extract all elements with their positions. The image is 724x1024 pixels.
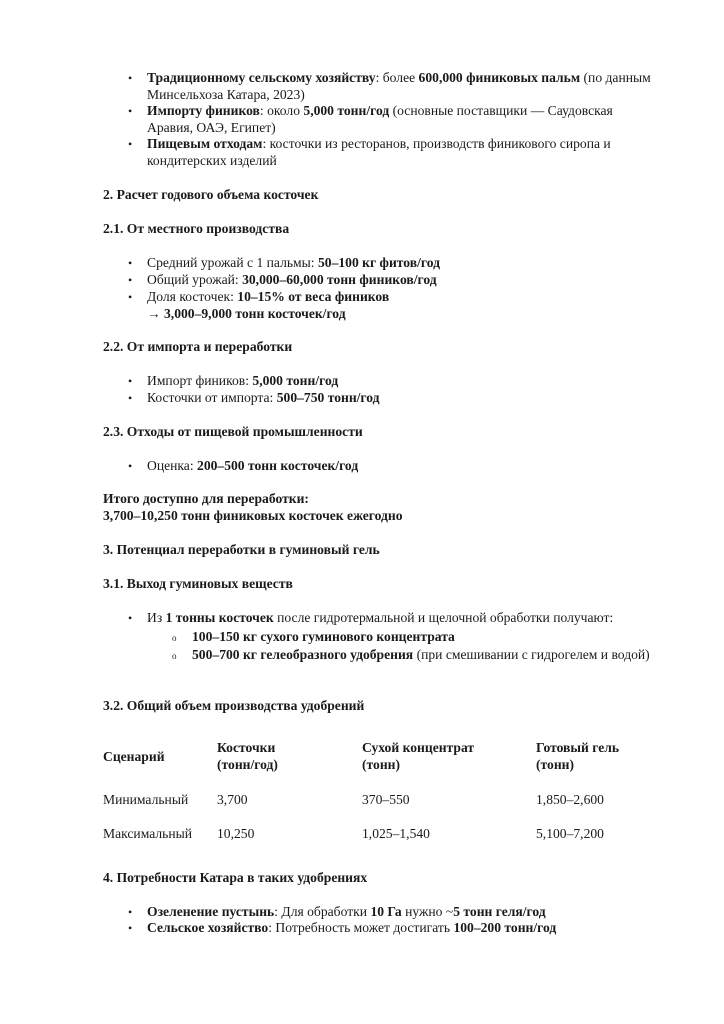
subsection-heading: 2.3. Отходы от пищевой промышленности (103, 424, 363, 439)
bold-text: 3,000–9,000 тонн косточек/год (164, 305, 346, 321)
text: : более (375, 70, 419, 85)
list-item (147, 70, 662, 103)
list-item (147, 920, 662, 937)
bold-text: Импорту фиников (147, 103, 260, 118)
section-heading: 2. Расчет годового объема косточек (103, 187, 319, 202)
subsection-heading: 3.2. Общий объем производства удобрений (103, 698, 365, 713)
text: Общий урожай: (147, 272, 243, 287)
table-cell: 1,025–1,540 (362, 826, 430, 841)
section-heading: 4. Потребности Катара в таких удобрениях (103, 870, 368, 885)
list-item (147, 272, 662, 289)
text: → (147, 305, 161, 321)
text: после гидротермальной и щелочной обработки получают: (273, 610, 614, 625)
total-label: Итого доступно для переработки: (103, 491, 309, 506)
table-cell: 5,100–7,200 (536, 826, 604, 841)
table-cell: 1,850–2,600 (536, 792, 604, 807)
list-item (147, 136, 662, 169)
list-item (147, 289, 662, 322)
text: : Потребность может достигать (268, 920, 454, 935)
sub-list-item (192, 647, 662, 664)
text: нужно ~ (401, 904, 454, 919)
table-cell: 370–550 (362, 792, 410, 807)
list-item (147, 103, 662, 136)
section-heading: 3. Потенциал переработки в гуминовый гель (103, 542, 380, 557)
bold-text: Традиционному сельскому хозяйству (147, 70, 376, 85)
bold-text: 50–100 кг фитов/год (317, 255, 440, 270)
bold-text: 200–500 тонн косточек/год (197, 458, 359, 473)
bold-text: 5,000 тонн/год (252, 373, 339, 388)
table-header: Сценарий (103, 749, 165, 764)
subsection-heading: 2.2. От импорта и переработки (103, 339, 293, 354)
text: Доля косточек: (147, 289, 238, 304)
bold-text: 5 тонн геля/год (453, 904, 546, 919)
table-cell: 10,250 (217, 826, 255, 841)
table-cell: 3,700 (217, 792, 248, 807)
table-header: Сухой концентрат (тонн) (362, 740, 475, 772)
list-item (147, 458, 662, 475)
text: Косточки от импорта: (147, 390, 277, 405)
text: (по данным Минсельхоза Катара, 2023) (147, 70, 651, 102)
text: Из (147, 610, 166, 625)
list-item (147, 255, 662, 272)
table-cell: Минимальный (103, 792, 189, 807)
bold-text: 500–750 тонн/год (276, 390, 380, 405)
bold-text: 500–700 кг гелеобразного удобрения (192, 647, 414, 662)
bold-text: Сельское хозяйство (147, 920, 269, 935)
text: (при смешивании с гидрогелем и водой) (413, 647, 650, 662)
table-header: Косточки (тонн/год) (217, 740, 278, 772)
text: : косточки из ресторанов, производств финикового сиропа и кондитерских изделий (147, 136, 611, 168)
bold-text: 100–200 тонн/год (453, 920, 557, 935)
total-value: 3,700–10,250 тонн финиковых косточек ежегодно (103, 508, 403, 523)
bold-text: 10 Га (370, 904, 402, 919)
table-cell: Максимальный (103, 826, 193, 841)
bold-text: 30,000–60,000 тонн фиников/год (242, 272, 437, 287)
list-item (147, 390, 662, 407)
bold-text: Пищевым отходам (147, 136, 263, 151)
bold-text: 1 тонны косточек (165, 610, 274, 625)
bold-text: 5,000 тонн/год (303, 103, 390, 118)
table-header: Готовый гель (тонн) (536, 740, 620, 772)
bold-text: 600,000 финиковых пальм (418, 70, 581, 85)
text: Импорт фиников: (147, 373, 253, 388)
text: Оценка: (147, 458, 198, 473)
list-item (147, 904, 662, 921)
list-item (147, 373, 662, 390)
bold-text: 100–150 кг сухого гуминового концентрата (192, 629, 455, 644)
sub-list-item (192, 629, 662, 646)
bold-text: Озеленение пустынь (147, 904, 275, 919)
subsection-heading: 3.1. Выход гуминовых веществ (103, 576, 293, 591)
text: (основные поставщики — Саудовская Аравия, ОАЭ, Египет) (147, 103, 613, 135)
text: : Для обработки (274, 904, 371, 919)
subsection-heading: 2.1. От местного производства (103, 221, 290, 236)
text: Средний урожай с 1 пальмы: (147, 255, 318, 270)
text: : около (259, 103, 304, 118)
list-item (147, 610, 662, 627)
bold-text: 10–15% от веса фиников (237, 289, 390, 304)
